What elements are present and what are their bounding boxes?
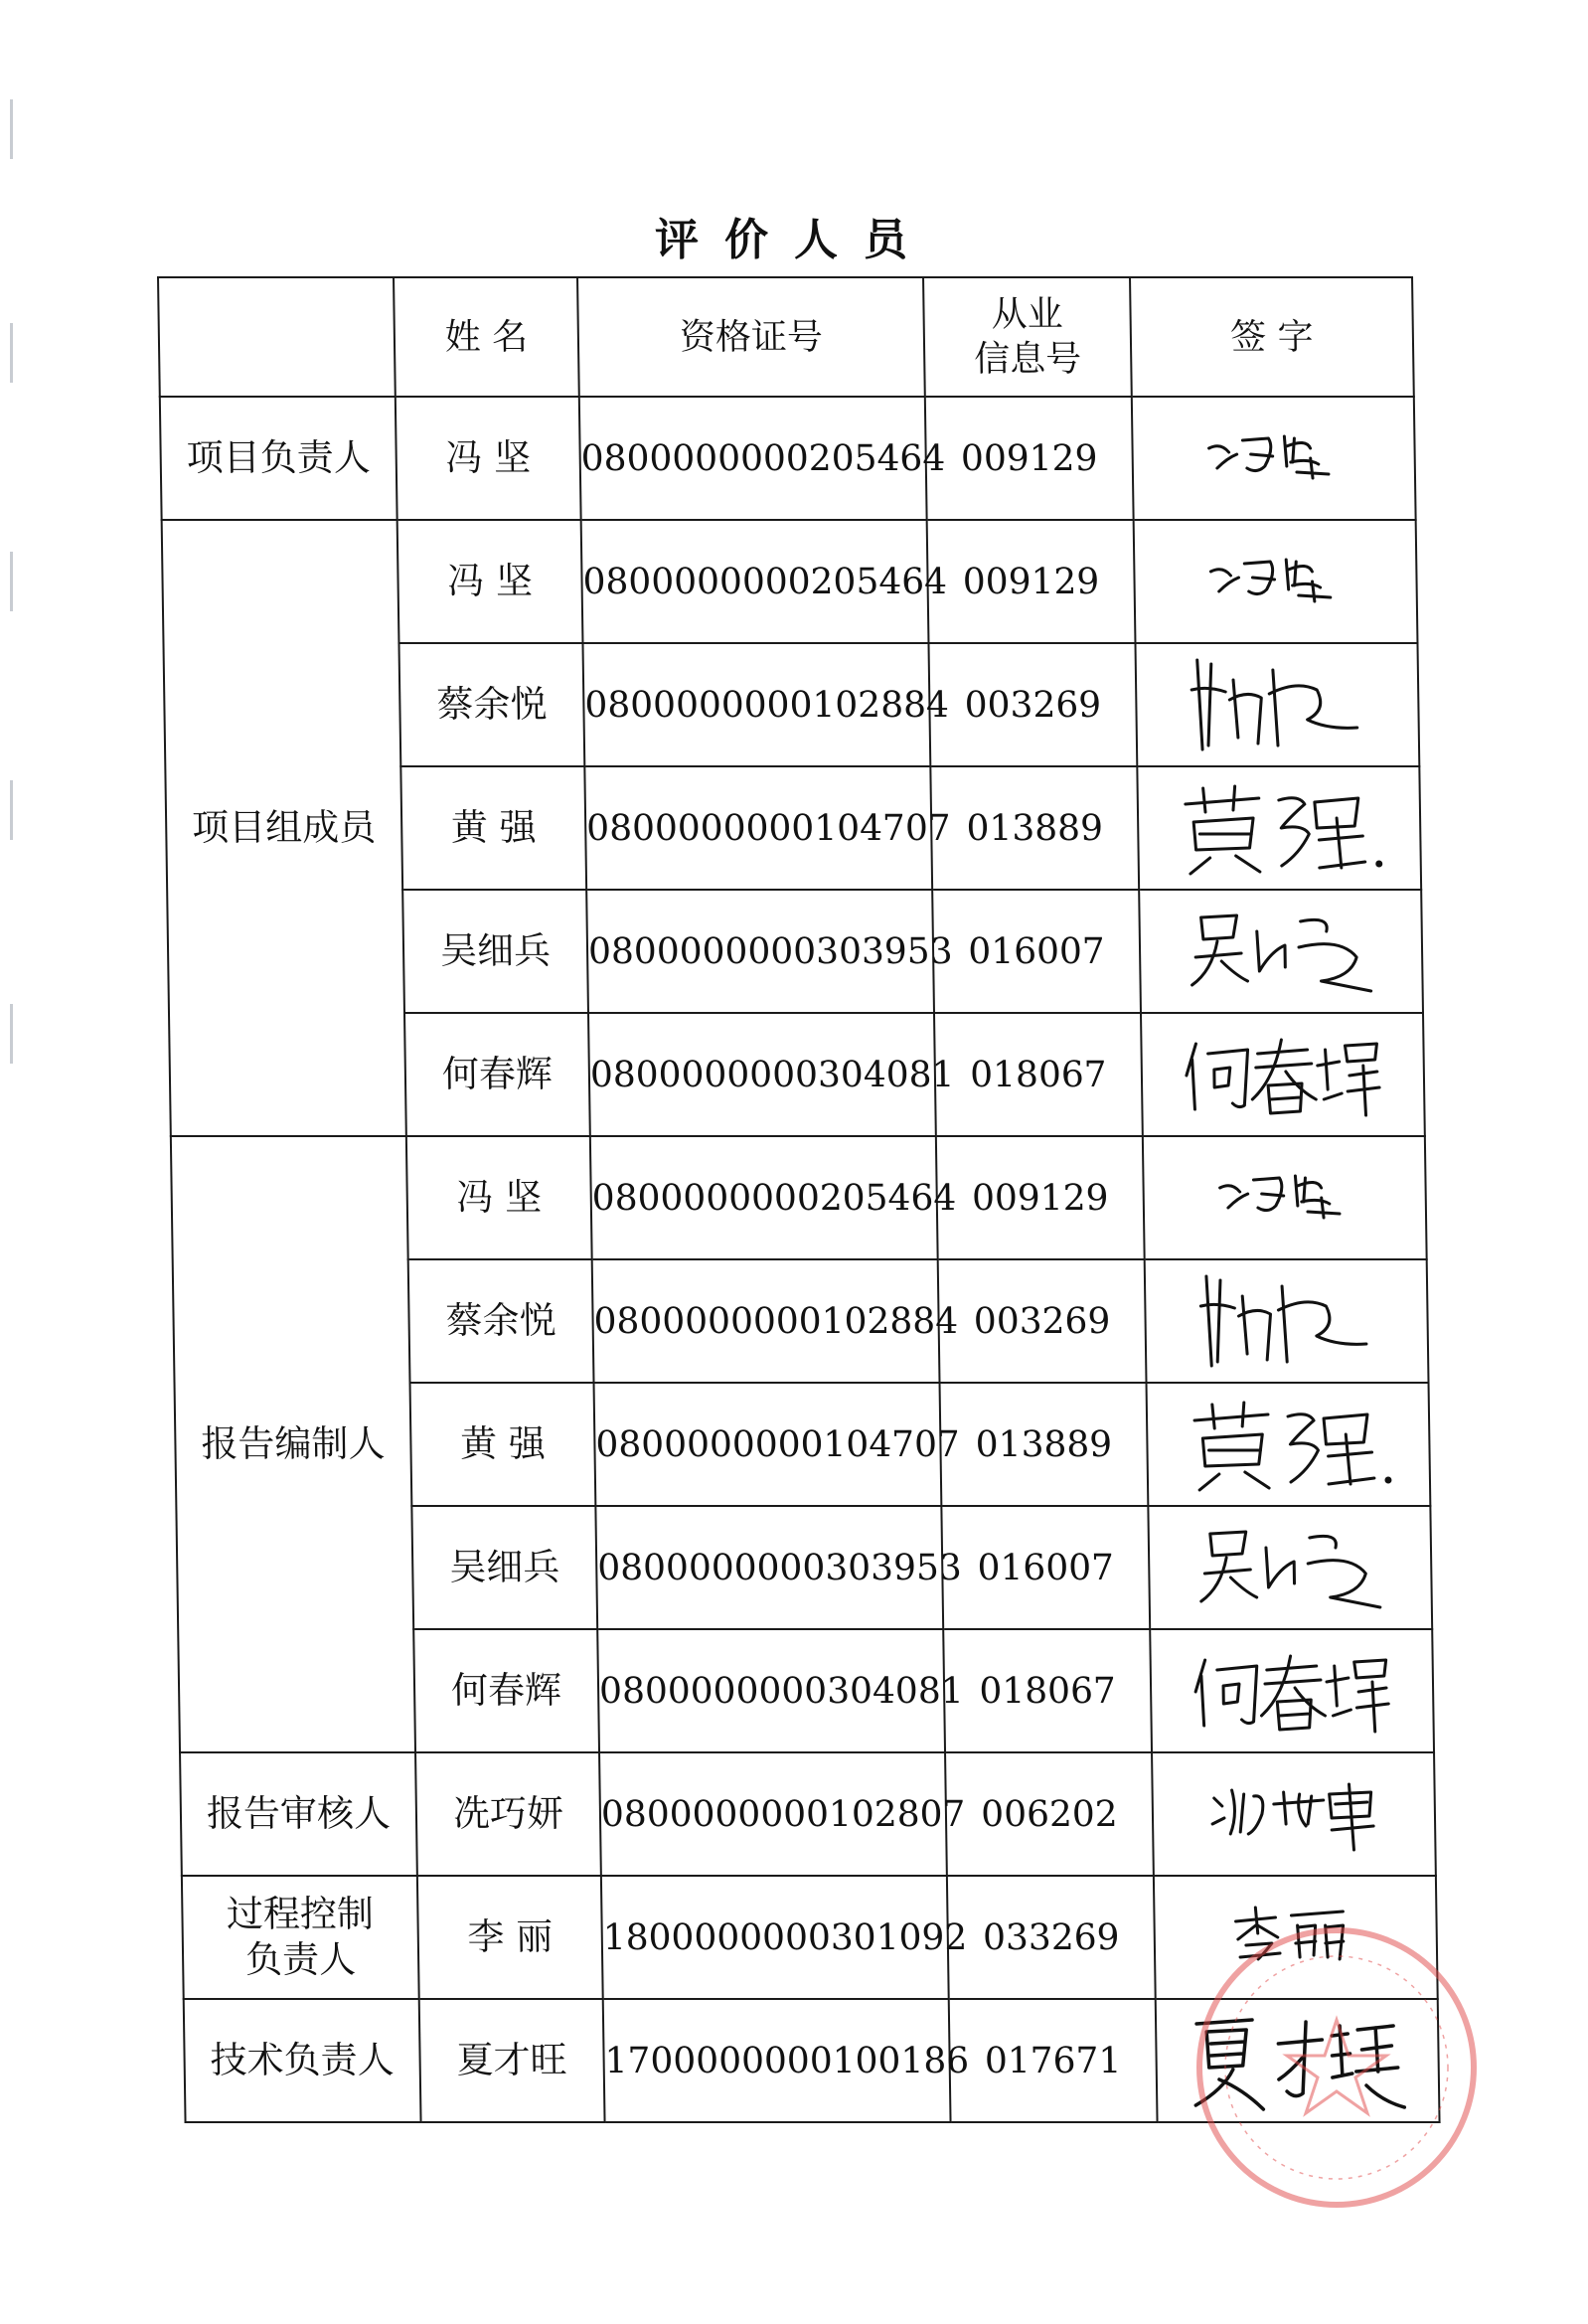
cert-cell: 1700000000100186 [603, 1999, 951, 2122]
name-cell: 吴细兵 [402, 890, 588, 1013]
name-cell: 何春辉 [404, 1013, 590, 1136]
role-process-line2: 负责人 [244, 1938, 357, 1981]
cert-cell: 0800000000102884 [582, 643, 930, 766]
name-cell: 黄 强 [400, 766, 586, 890]
signature-cell [1150, 1629, 1434, 1752]
name-cell: 何春辉 [413, 1629, 599, 1752]
name-cell: 冯 坚 [396, 397, 581, 520]
table-row [162, 520, 1418, 643]
signature-cell [1137, 766, 1421, 890]
cert-cell: 0800000000102807 [599, 1752, 947, 1876]
scan-edge-mark [10, 552, 13, 611]
signature-wu-xibing [1181, 902, 1380, 1001]
table-row [182, 1876, 1438, 1999]
cert-cell: 0800000000303953 [586, 890, 934, 1013]
scan-edge-mark [10, 1004, 13, 1064]
info-cell: 033269 [947, 1876, 1156, 1999]
info-cell: 018067 [934, 1013, 1143, 1136]
role-reviewer: 报告审核人 [180, 1752, 417, 1876]
name-cell: 冼巧妍 [415, 1752, 601, 1876]
info-cell: 009129 [925, 397, 1134, 520]
signature-feng-jian [1198, 418, 1349, 498]
info-cell: 009129 [936, 1136, 1145, 1259]
signature-he-chunhui [1187, 1646, 1396, 1736]
info-cell: 013889 [930, 766, 1139, 890]
cert-cell: 0800000000303953 [595, 1506, 943, 1629]
signature-wu-xibing [1191, 1518, 1390, 1617]
signature-feng-jian [1209, 1158, 1359, 1238]
header-role [158, 277, 396, 397]
table-row [180, 1752, 1436, 1876]
name-cell: 蔡余悦 [398, 643, 584, 766]
name-cell: 冯 坚 [397, 520, 583, 643]
cert-cell: 0800000000205464 [579, 397, 927, 520]
signature-cell [1152, 1752, 1436, 1876]
signature-cell [1134, 520, 1418, 643]
signature-xia-caiwang [1183, 2006, 1413, 2115]
header-cert: 资格证号 [577, 277, 925, 397]
info-cell: 016007 [932, 890, 1141, 1013]
name-cell: 夏才旺 [419, 1999, 605, 2122]
personnel-table [157, 276, 1441, 2123]
table-row [171, 1136, 1427, 1259]
name-cell: 吴细兵 [411, 1506, 597, 1629]
header-info [923, 277, 1132, 397]
name-cell: 冯 坚 [406, 1136, 592, 1259]
role-process-line1: 过程控制 [226, 1892, 375, 1935]
cert-cell: 0800000000205464 [590, 1136, 938, 1259]
signature-huang-qiang [1179, 1395, 1398, 1494]
name-cell: 黄 强 [410, 1383, 596, 1506]
page-title: 评价人员 [655, 215, 933, 265]
header-sign: 签 字 [1130, 277, 1414, 397]
name-cell: 蔡余悦 [408, 1259, 594, 1383]
info-cell: 003269 [928, 643, 1137, 766]
signature-feng-jian [1200, 542, 1350, 621]
scan-edge-mark [10, 780, 13, 840]
role-writers: 报告编制人 [171, 1136, 415, 1752]
signature-cell [1156, 1999, 1440, 2122]
personnel-table-wrapper [157, 276, 1438, 2101]
signature-cell [1143, 1136, 1427, 1259]
cert-cell: 0800000000104707 [594, 1383, 942, 1506]
header-info-line1: 从业 [991, 294, 1063, 335]
info-cell: 009129 [927, 520, 1136, 643]
role-tech: 技术负责人 [184, 1999, 421, 2122]
cert-cell: 1800000000301092 [601, 1876, 949, 1999]
signature-xian-qiaoyan [1203, 1774, 1383, 1854]
signature-cai-yuyue [1187, 1266, 1387, 1376]
info-cell: 013889 [940, 1383, 1149, 1506]
table-row [160, 397, 1416, 520]
signature-cai-yuyue [1178, 650, 1378, 759]
role-leader: 项目负责人 [160, 397, 397, 520]
signature-he-chunhui [1178, 1030, 1387, 1119]
scan-edge-mark [10, 99, 13, 159]
name-cell: 李 丽 [417, 1876, 603, 1999]
info-cell: 006202 [945, 1752, 1154, 1876]
signature-cell [1148, 1506, 1432, 1629]
info-cell: 017671 [949, 1999, 1158, 2122]
info-cell: 018067 [943, 1629, 1152, 1752]
info-cell: 003269 [938, 1259, 1147, 1383]
scan-edge-mark [10, 323, 13, 383]
signature-cell [1141, 1013, 1425, 1136]
header-info-line2: 信息号 [973, 339, 1082, 380]
signature-cell [1145, 1259, 1429, 1383]
table-header-row [158, 277, 1414, 397]
signature-cell [1132, 397, 1416, 520]
signature-cell [1154, 1876, 1438, 1999]
cert-cell: 0800000000104707 [584, 766, 932, 890]
signature-huang-qiang [1169, 778, 1388, 878]
cert-cell: 0800000000304081 [588, 1013, 936, 1136]
cert-cell: 0800000000304081 [597, 1629, 945, 1752]
cert-cell: 0800000000205464 [581, 520, 929, 643]
signature-li-li [1225, 1898, 1365, 1977]
signature-cell [1139, 890, 1423, 1013]
table-row [184, 1999, 1440, 2122]
signature-cell [1135, 643, 1419, 766]
info-cell: 016007 [941, 1506, 1150, 1629]
signature-cell [1147, 1383, 1431, 1506]
role-process [182, 1876, 419, 1999]
role-members: 项目组成员 [162, 520, 406, 1136]
cert-cell: 0800000000102884 [592, 1259, 940, 1383]
header-name: 姓 名 [394, 277, 579, 397]
